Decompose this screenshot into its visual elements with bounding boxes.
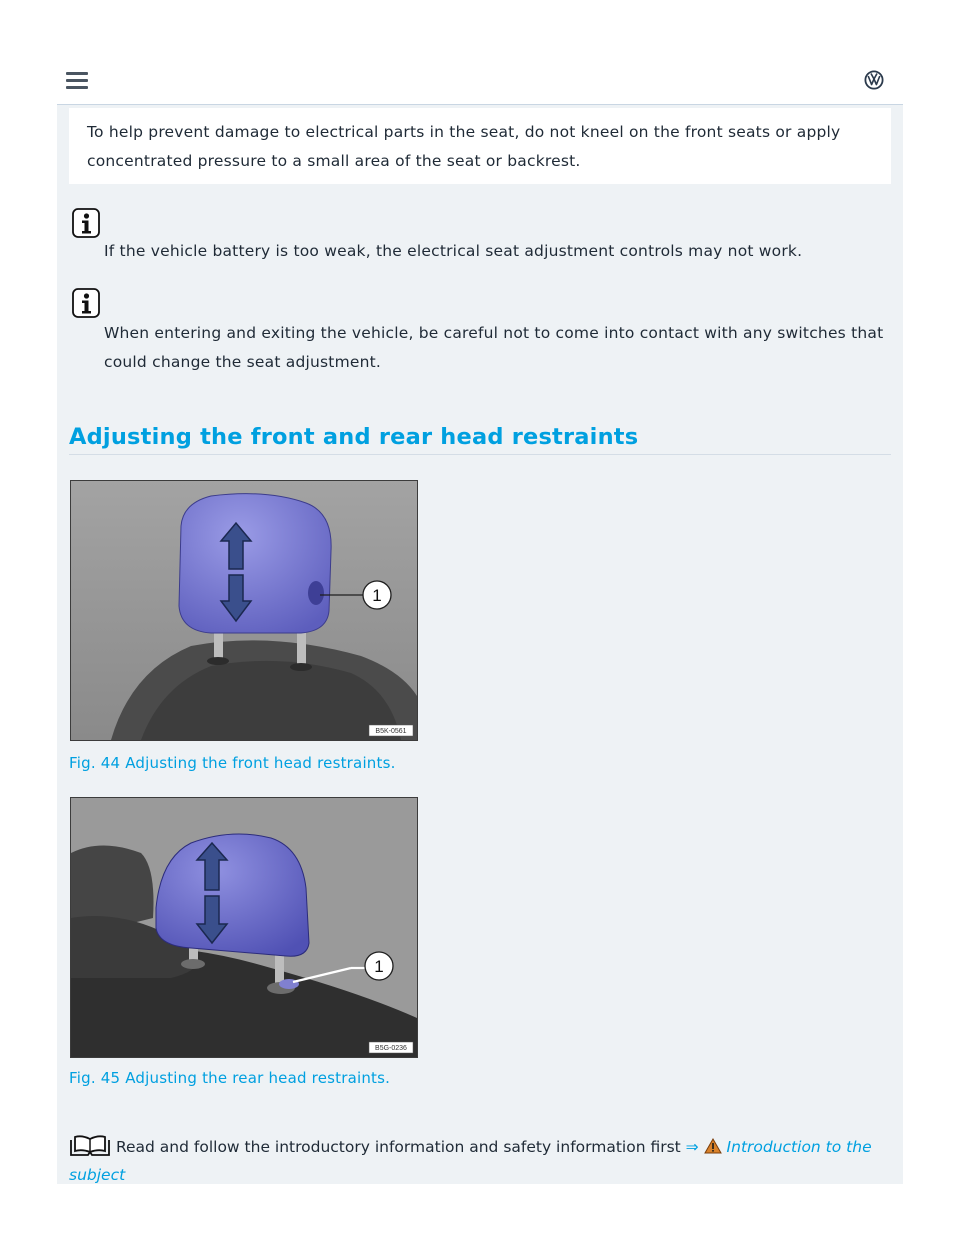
info-note-text: If the vehicle battery is too weak, the electrical seat adjustment controls may not work.	[104, 242, 803, 260]
read-follow-text: Read and follow the introductory information and safety information first	[115, 1138, 681, 1156]
vw-logo-icon[interactable]	[864, 70, 884, 90]
warning-triangle-icon	[704, 1138, 722, 1154]
heading-divider	[69, 454, 891, 455]
figure-code: B5G-0236	[375, 1045, 407, 1052]
callout-number: 1	[372, 586, 382, 605]
figure-caption: Fig. 45 Adjusting the rear head restraints.	[69, 1069, 391, 1087]
manual-book-icon	[69, 1135, 111, 1157]
figure-rear-head-restraint	[70, 797, 418, 1058]
callout-number: 1	[374, 957, 384, 976]
arrow-link[interactable]: ⇒	[685, 1138, 699, 1156]
figure-code: B5K-0561	[375, 728, 407, 735]
info-icon	[72, 208, 100, 238]
figure-caption: Fig. 44 Adjusting the front head restraints.	[69, 754, 396, 772]
hamburger-menu-icon[interactable]	[66, 72, 88, 90]
info-icon	[72, 288, 100, 318]
figure-front-head-restraint	[70, 480, 418, 741]
section-heading: Adjusting the front and rear head restraints	[69, 424, 639, 450]
notice-box	[69, 108, 891, 184]
notice-text: To help prevent damage to electrical parts in the seat, do not kneel on the front seats or apply concentrated pressure to a small area of the seat or backrest.	[87, 123, 841, 170]
read-follow-notice	[69, 1133, 891, 1189]
top-bar	[57, 60, 903, 105]
introduction-link[interactable]: Introduction to the subject	[69, 1138, 872, 1184]
info-note-text: When entering and exiting the vehicle, be careful not to come into contact with any switches that could change the seat adjustment.	[104, 324, 884, 371]
